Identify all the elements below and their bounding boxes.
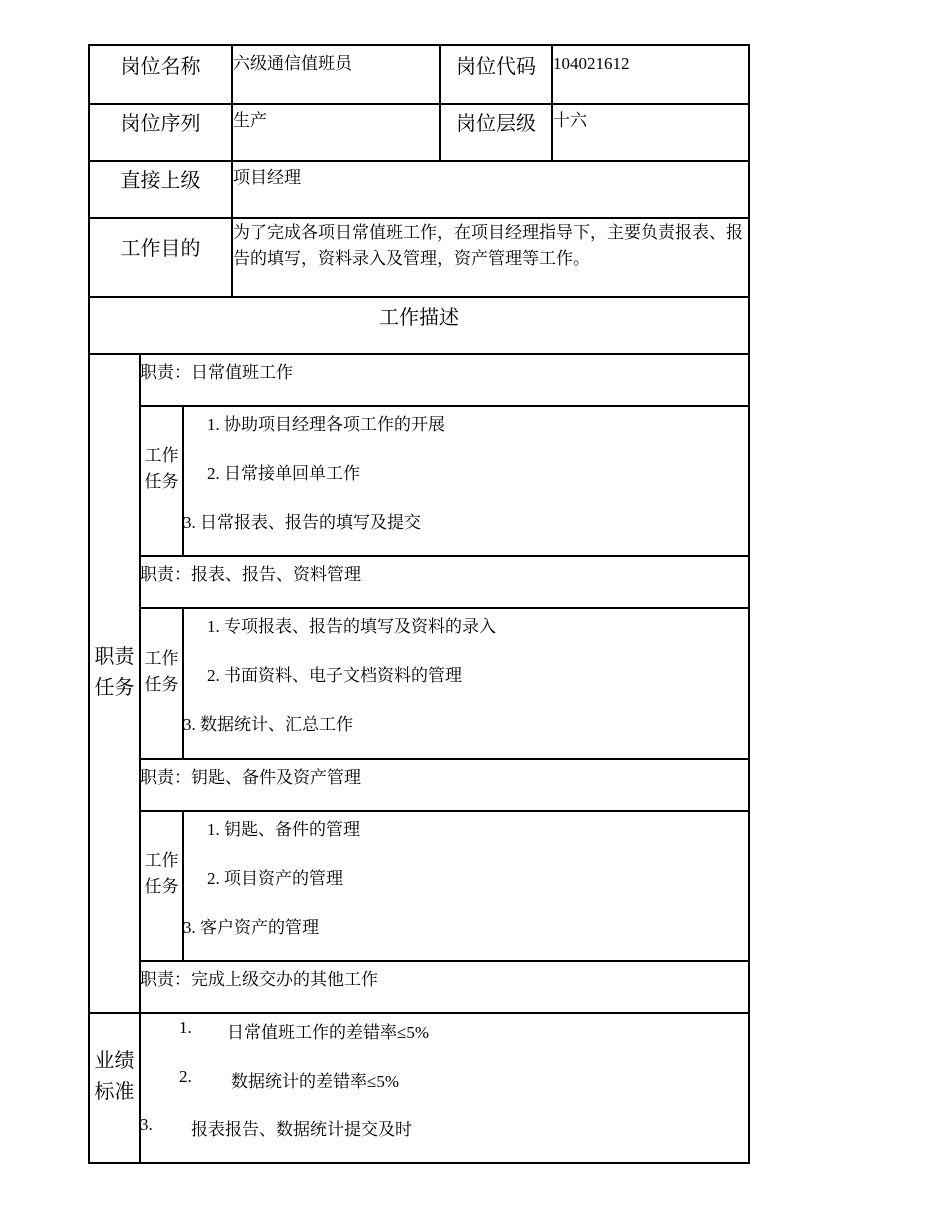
performance-label bbox=[90, 1046, 139, 1108]
table-border-right bbox=[748, 44, 750, 1164]
performance-item-text: 报表报告、数据统计提交及时 bbox=[191, 1120, 412, 1139]
task-label bbox=[141, 848, 182, 900]
post-level-value: 十六 bbox=[553, 111, 587, 130]
performance-label-line1: 业绩 bbox=[94, 1050, 135, 1072]
table-border-left bbox=[88, 44, 90, 1164]
post-name-value: 六级通信值班员 bbox=[233, 54, 352, 73]
duty-title: 职责：钥匙、备件及资产管理 bbox=[140, 768, 361, 787]
performance-item-number: 2. bbox=[179, 1067, 192, 1086]
performance-item-number: 3. bbox=[140, 1115, 153, 1134]
row-divider bbox=[88, 217, 750, 219]
row-divider bbox=[88, 160, 750, 162]
performance-label-line2: 标准 bbox=[94, 1081, 135, 1103]
post-level-label: 岗位层级 bbox=[456, 113, 536, 135]
row-divider bbox=[139, 960, 750, 962]
duties-tasks-label bbox=[90, 642, 139, 704]
task-label bbox=[141, 646, 182, 698]
task-item: 3. 日常报表、报告的填写及提交 bbox=[183, 513, 421, 532]
task-item: 1. 钥匙、备件的管理 bbox=[207, 820, 360, 839]
post-code-label: 岗位代码 bbox=[456, 56, 536, 78]
row-divider bbox=[139, 810, 750, 812]
row-divider bbox=[139, 405, 750, 407]
performance-item-text: 日常值班工作的差错率≤5% bbox=[227, 1023, 429, 1042]
superior-label: 直接上级 bbox=[120, 170, 201, 192]
post-name-label: 岗位名称 bbox=[120, 56, 201, 78]
description-title: 工作描述 bbox=[379, 307, 459, 329]
duty-title: 职责：报表、报告、资料管理 bbox=[140, 565, 361, 584]
table-border-top bbox=[88, 44, 750, 46]
task-label-line2: 任务 bbox=[144, 472, 179, 491]
row-divider bbox=[139, 758, 750, 760]
row-divider bbox=[88, 1012, 750, 1014]
task-item: 2. 日常接单回单工作 bbox=[207, 464, 360, 483]
duty-title: 职责：日常值班工作 bbox=[140, 363, 293, 382]
row-divider bbox=[88, 296, 750, 298]
post-code-value: 104021612 bbox=[553, 54, 630, 73]
duty-title: 职责：完成上级交办的其他工作 bbox=[140, 970, 378, 989]
task-item: 1. 协助项目经理各项工作的开展 bbox=[207, 415, 445, 434]
task-label-line1: 工作 bbox=[144, 851, 179, 870]
row-divider bbox=[139, 607, 750, 609]
purpose-label: 工作目的 bbox=[120, 238, 201, 260]
duties-label-line2: 任务 bbox=[94, 677, 135, 699]
task-label-line2: 任务 bbox=[144, 675, 179, 694]
post-seq-value: 生产 bbox=[233, 111, 267, 130]
table-border-bottom bbox=[88, 1162, 750, 1164]
post-seq-label: 岗位序列 bbox=[120, 113, 201, 135]
col-divider bbox=[182, 810, 184, 961]
task-item: 2. 书面资料、电子文档资料的管理 bbox=[207, 666, 462, 685]
task-item: 3. 数据统计、汇总工作 bbox=[183, 715, 353, 734]
task-item: 3. 客户资产的管理 bbox=[183, 918, 319, 937]
task-label-line1: 工作 bbox=[144, 446, 179, 465]
performance-item-text: 数据统计的差错率≤5% bbox=[231, 1072, 399, 1091]
duties-label-line1: 职责 bbox=[94, 646, 135, 668]
row-divider bbox=[88, 353, 750, 355]
purpose-value: 为了完成各项日常值班工作，在项目经理指导下，主要负责报表、报告的填写，资料录入及管理，资产管理等工作。 bbox=[233, 223, 743, 268]
task-label-line1: 工作 bbox=[144, 649, 179, 668]
performance-item-number: 1. bbox=[179, 1018, 192, 1037]
task-item: 1. 专项报表、报告的填写及资料的录入 bbox=[207, 617, 496, 636]
task-label bbox=[141, 443, 182, 495]
row-divider bbox=[139, 555, 750, 557]
col-divider bbox=[182, 405, 184, 556]
task-label-line2: 任务 bbox=[144, 877, 179, 896]
task-item: 2. 项目资产的管理 bbox=[207, 869, 343, 888]
row-divider bbox=[88, 103, 750, 105]
superior-value: 项目经理 bbox=[233, 168, 301, 187]
col-divider bbox=[182, 607, 184, 758]
